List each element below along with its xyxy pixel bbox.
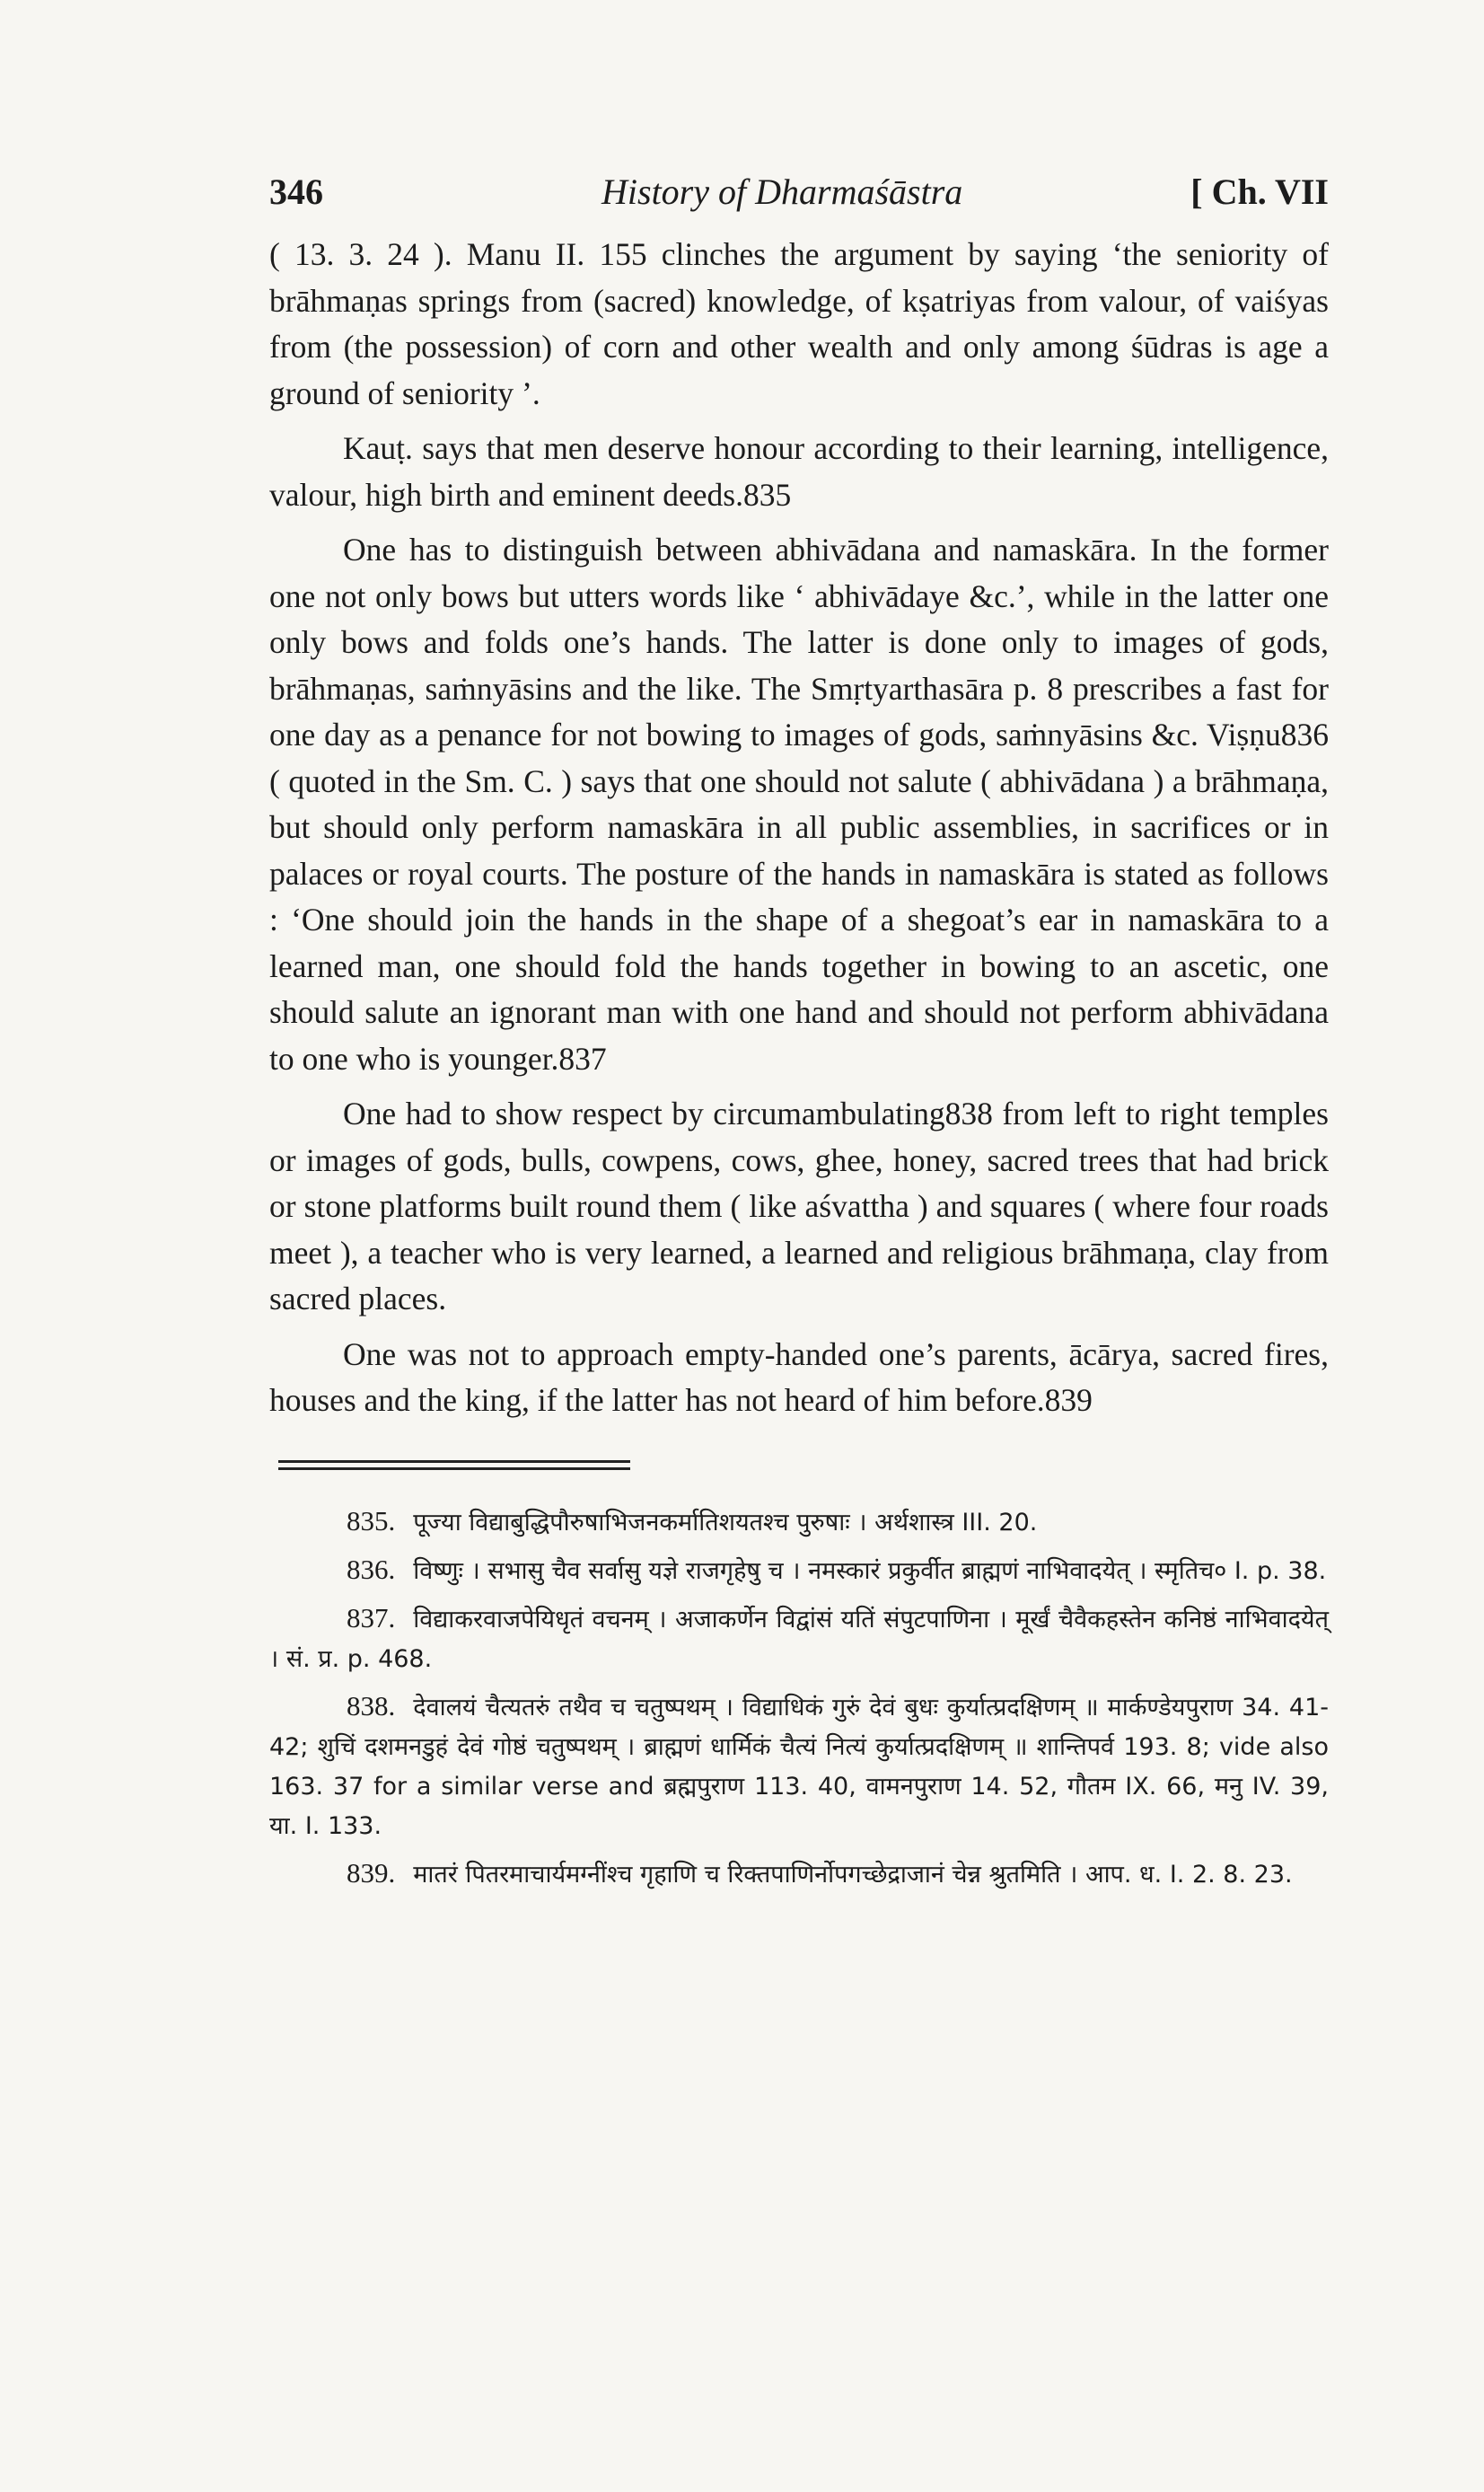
footnote-separator [269, 1460, 1329, 1478]
separator-line-top [278, 1460, 630, 1463]
separator-line-bottom [278, 1467, 630, 1470]
footnote-number: 838. [347, 1689, 396, 1722]
footnote-number: 837. [347, 1601, 396, 1633]
paragraph-1: ( 13. 3. 24 ). Manu II. 155 clinches the argument by saying ‘the seniority of brāhmaṇas springs from (sacred) knowledge, of kṣatriyas from valour, of vaiśyas from (the possession) of corn and other wealth and only among śūdras is age a ground of seniority ’. [269, 236, 1329, 411]
footnote-number: 835. [347, 1504, 396, 1537]
footnote-text: देवालयं चैत्यतरुं तथैव च चतुष्पथम् । विद्याधिकं गुरुं देवं बुधः कुर्यात्प्रदक्षिणम् ॥ मार्कण्डेयपुराण 34. 41-42; शुचिं दशमनडुहं देवं गोष्ठं चतुष्पथम् । ब्राह्मणं धार्मिकं चैत्यं नित्यं कुर्यात्प्रदक्षिणम् ॥ शान्तिपर्व 193. 8; vide also 163. 37 for a similar verse and ब्रह्मपुराण 113. 40, वामनपुराण 14. 52, गौतम IX. 66, मनु IV. 39, या. I. 133. [269, 1693, 1329, 1840]
footnote-number: 836. [347, 1553, 396, 1585]
book-page [269, 162, 1329, 1902]
footnote-text: मातरं पितरमाचार्यमग्नींश्च गृहाणि च रिक्तपाणिर्नोपगच्छेद्राजानं चेन्न श्रुतमिति । आप. ध. I. 2. 8. 23. [413, 1860, 1293, 1889]
footnote-text: विद्याकरवाजपेयिधृतं वचनम् । अजाकर्णेन विद्वांसं यतिं संपुटपाणिना । मूर्खं चैवैकहस्तेन कनिष्ठं नाभिवादयेत् । सं. प्र. p. 468. [269, 1605, 1329, 1673]
paragraph-3: One has to distinguish between abhivādana and namaskāra. In the former one not only bows but utters words like ‘ abhivādaye &c.’, while in the latter one only bows and folds one’s hands. The latter is done only to images of gods, brāhmaṇas, saṁnyāsins and the like. The Smṛtyarthasāra p. 8 prescribes a fast for one day as a penance for not bowing to images of gods, saṁnyāsins &c. Viṣṇu836 ( quoted in the Sm. C. ) says that one should not salute ( abhivādana ) a brāhmaṇa, but should only perform namaskāra in all public assemblies, in sacrifices or in palaces or royal courts. The posture of the hands in namaskāra is stated as follows : ‘One should join the hands in the shape of a shegoat’s ear in namaskāra to a learned man, one should fold the hands together in bowing to an ascetic, one should salute an ignorant man with one hand and should not perform abhivādana to one who is younger.837 [269, 532, 1329, 1077]
footnote-number: 839. [347, 1856, 396, 1889]
footnote-text: पूज्या विद्याबुद्धिपौरुषाभिजनकर्मातिशयतश्च पुरुषाः । अर्थशास्त्र III. 20. [413, 1508, 1038, 1537]
footnotes [269, 1501, 1329, 1895]
footnote-839 [269, 1854, 1329, 1895]
footnote-836 [269, 1550, 1329, 1591]
main-text [269, 232, 1329, 1424]
chapter-label: [ Ch. VII [1190, 172, 1329, 212]
page-number: 346 [269, 172, 323, 212]
paragraph-5: One was not to approach empty-handed one’s parents, ācārya, sacred fires, houses and the king, if the latter has not heard of him before.839 [269, 1335, 1329, 1418]
paragraph-2: Kauṭ. says that men deserve honour according to their learning, intelligence, valour, high birth and eminent deeds.835 [269, 430, 1329, 513]
footnote-text: विष्णुः । सभासु चैव सर्वासु यज्ञे राजगृहेषु च । नमस्कारं प्रकुर्वीत ब्राह्मणं नाभिवादयेत् । स्मृतिच० I. p. 38. [413, 1556, 1327, 1585]
running-header [269, 162, 1329, 216]
footnote-835 [269, 1501, 1329, 1543]
running-title: History of Dharmaśāstra [602, 172, 963, 212]
paragraph-4: One had to show respect by circumambulating838 from left to right temples or images of gods, bulls, cowpens, cows, ghee, honey, sacred trees that had brick or stone platforms built round them ( like aśvattha ) and squares ( where four roads meet ), a teacher who is very learned, a learned and religious brāhmaṇa, clay from sacred places. [269, 1096, 1329, 1316]
footnote-837 [269, 1598, 1329, 1679]
footnote-838 [269, 1686, 1329, 1846]
